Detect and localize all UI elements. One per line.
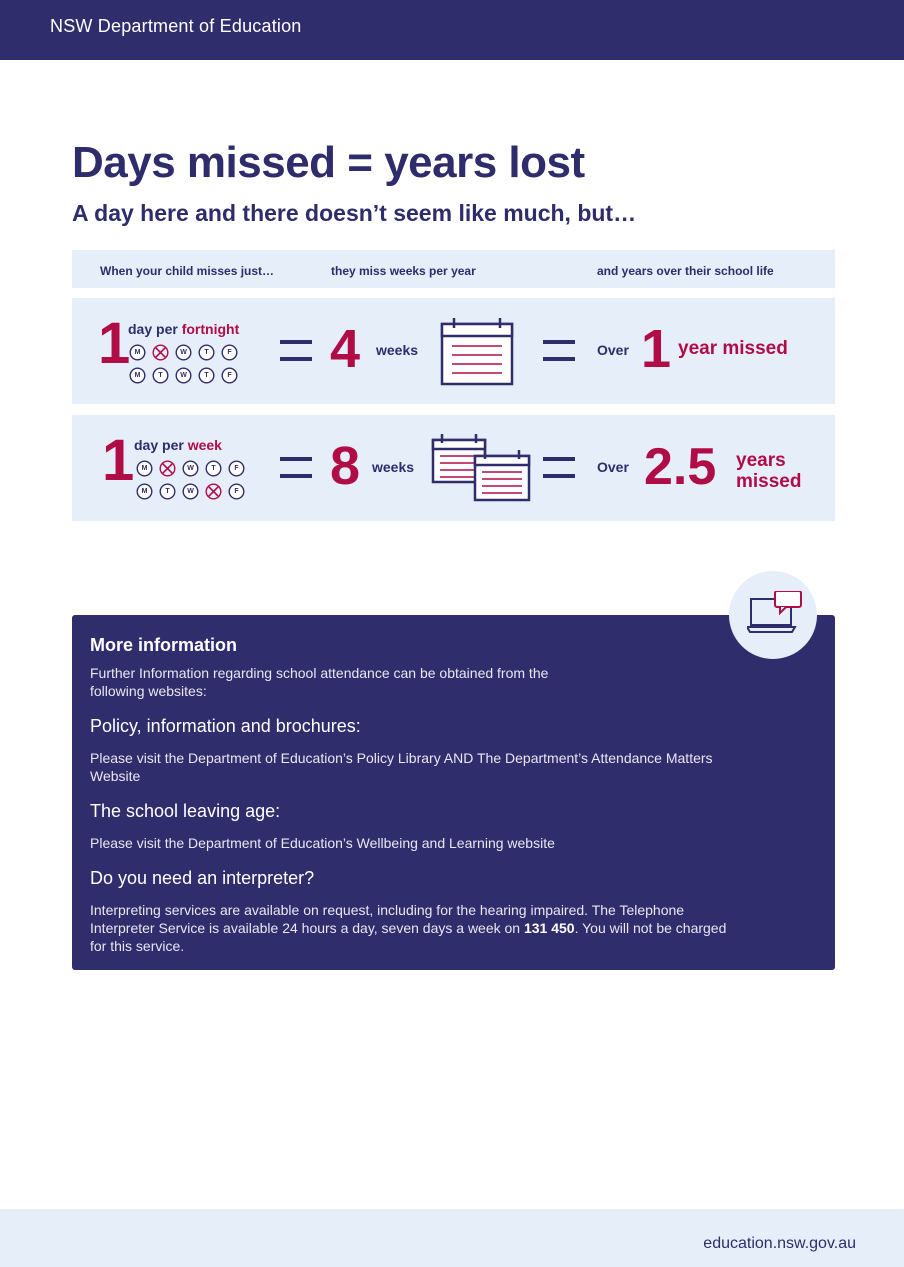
org-name: NSW Department of Education: [50, 16, 302, 36]
day-circle-icon: [198, 367, 215, 384]
more-info-panel: [72, 615, 835, 970]
day-circle-icon: [228, 483, 245, 500]
day-letter: F: [234, 488, 239, 495]
years-number: 1: [641, 319, 672, 379]
week-row: [129, 344, 238, 361]
day-letter: W: [180, 372, 187, 379]
days-label: day per fortnight: [128, 321, 240, 337]
col-header-years: and years over their school life: [597, 264, 774, 278]
col-header-weeks: they miss weeks per year: [331, 264, 476, 278]
weeks-number: 8: [330, 436, 361, 496]
day-crossed-icon: [205, 483, 222, 500]
day-circle-icon: [136, 483, 153, 500]
day-crossed-icon: [159, 460, 176, 477]
day-letter: M: [141, 465, 148, 472]
day-circle-icon: [175, 344, 192, 361]
footer: [0, 1209, 904, 1267]
column-headers: [72, 250, 835, 288]
over-label: Over: [597, 459, 629, 475]
footer-url[interactable]: education.nsw.gov.au: [703, 1235, 856, 1252]
day-circle-icon: [198, 344, 215, 361]
days-number: 1: [98, 311, 131, 376]
day-circle-icon: [182, 483, 199, 500]
day-circle-icon: [228, 460, 245, 477]
day-letter: M: [134, 372, 141, 379]
days-label: day per week: [134, 437, 222, 453]
day-crossed-icon: [152, 344, 169, 361]
leaving-heading: The school leaving age:: [90, 801, 281, 821]
days-number: 1: [102, 428, 135, 493]
week-row: [136, 460, 245, 477]
col-header-days: When your child misses just…: [100, 264, 275, 278]
leaving-text: Please visit the Department of Education’s Wellbeing and Learning website: [90, 835, 555, 851]
day-circle-icon: [205, 460, 222, 477]
equals-icon: [543, 457, 575, 479]
day-letter: M: [141, 488, 148, 495]
day-circle-icon: [159, 483, 176, 500]
interpreter-phone: 131 450: [523, 920, 575, 936]
day-letter: T: [204, 349, 209, 356]
day-letter: F: [227, 372, 232, 379]
row-week: [72, 415, 835, 521]
weeks-number: 4: [330, 319, 361, 379]
top-bar: [0, 0, 904, 60]
weeks-label: weeks: [372, 459, 415, 475]
day-circle-icon: [129, 344, 146, 361]
equals-icon: [280, 457, 312, 479]
day-circle-icon: [129, 367, 146, 384]
week-grid: [136, 460, 245, 506]
info-heading: More information: [90, 635, 237, 655]
day-letter: F: [234, 465, 239, 472]
day-letter: W: [187, 465, 194, 472]
day-letter: F: [227, 349, 232, 356]
years-number: 2.5: [644, 438, 717, 496]
row-fortnight: [72, 298, 835, 404]
day-letter: W: [187, 488, 194, 495]
week-row: [136, 483, 245, 500]
day-circle-icon: [175, 367, 192, 384]
day-letter: T: [211, 465, 216, 472]
calendars-icon: [431, 434, 531, 502]
over-label: Over: [597, 342, 629, 358]
policy-heading: Policy, information and brochures:: [90, 716, 361, 736]
day-circle-icon: [182, 460, 199, 477]
interpreter-text: Interpreting services are available on request, including for the hearing impaired. The Telephone Interpreter Service is available 24 hours a day, seven days a week on 131 450. You will not be charged for this service.: [90, 902, 727, 954]
calendar-icon: [440, 318, 514, 386]
years-label: years missed: [736, 450, 802, 492]
day-letter: T: [158, 372, 163, 379]
laptop-chat-icon: [747, 591, 803, 635]
policy-text: Please visit the Department of Education’s Policy Library AND The Department’s Attendance Matters Website: [90, 750, 713, 784]
day-letter: T: [165, 488, 170, 495]
day-circle-icon: [221, 344, 238, 361]
week-grid: [129, 344, 238, 390]
equals-icon: [543, 340, 575, 362]
equals-icon: [280, 340, 312, 362]
years-label: year missed: [678, 338, 788, 359]
day-letter: M: [134, 349, 141, 356]
weeks-label: weeks: [376, 342, 419, 358]
page-subtitle: A day here and there doesn’t seem like much, but…: [72, 200, 637, 226]
page-title: Days missed = years lost: [72, 138, 585, 187]
day-circle-icon: [152, 367, 169, 384]
day-letter: T: [204, 372, 209, 379]
interpreter-heading: Do you need an interpreter?: [90, 868, 315, 888]
laptop-chat-badge: [729, 571, 817, 659]
day-letter: W: [180, 349, 187, 356]
week-row: [129, 367, 238, 384]
day-circle-icon: [136, 460, 153, 477]
day-circle-icon: [221, 367, 238, 384]
info-intro: Further Information regarding school attendance can be obtained from the following websites:: [90, 665, 549, 699]
